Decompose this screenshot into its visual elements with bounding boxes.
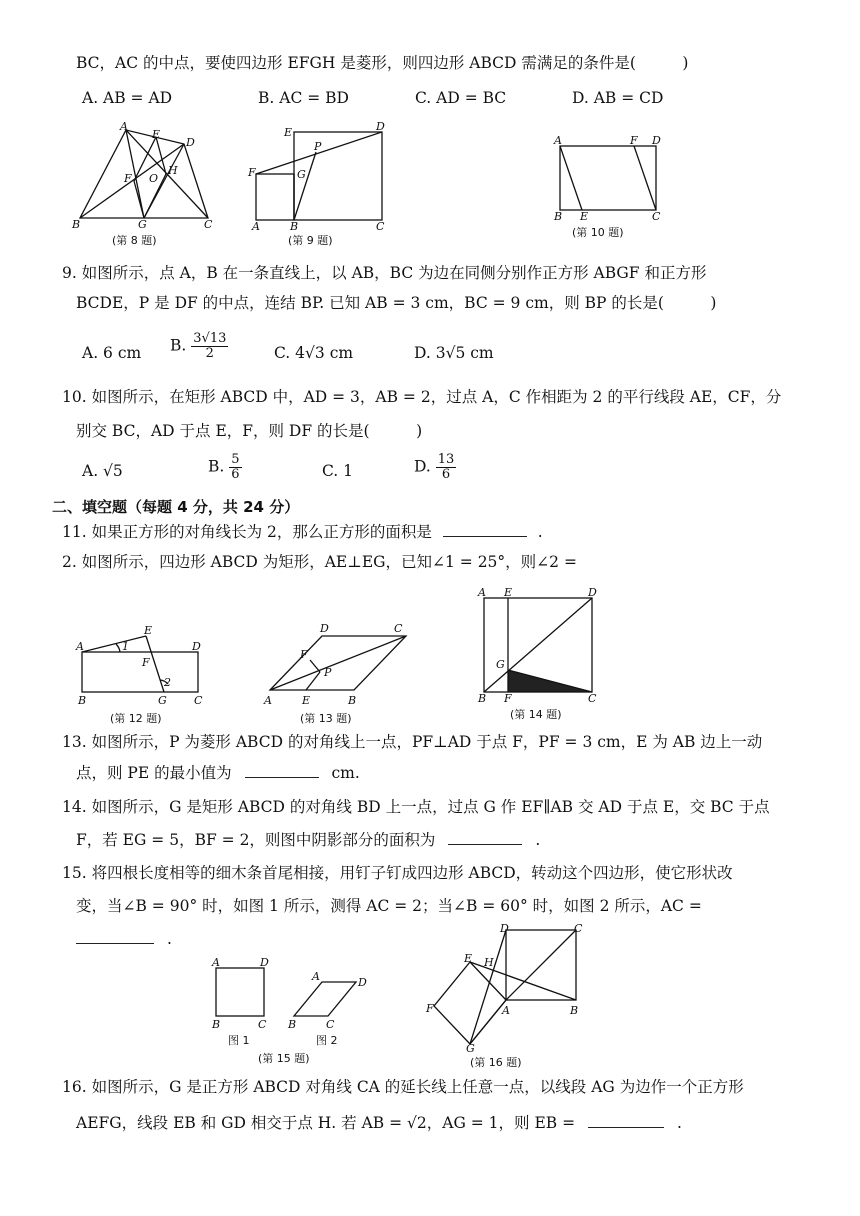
- label-c: C: [258, 1018, 267, 1031]
- label-p: P: [324, 666, 332, 679]
- q12-text: 2. 如图所示，四边形 ABCD 为矩形，AE⊥EG，已知∠1 = 25°，则∠2 =: [62, 553, 577, 571]
- q10-option-d: [414, 453, 456, 482]
- figure-1-label: 图 1: [228, 1034, 250, 1047]
- q8-option-c: C. AD = BC: [415, 89, 507, 107]
- label-f: F: [504, 692, 512, 704]
- label-c: C: [204, 218, 213, 231]
- q16-line2: [76, 1112, 682, 1134]
- q10-d-num: 13: [437, 452, 455, 467]
- label-b: B: [290, 220, 299, 232]
- figure-13: [258, 620, 418, 710]
- label-angle-2: 2: [164, 676, 171, 689]
- q10-option-d-fraction: [436, 453, 457, 482]
- label-f: F: [630, 134, 638, 147]
- label-a: A: [120, 122, 128, 133]
- label-c: C: [194, 694, 203, 707]
- q9-option-c: C. 4√3 cm: [274, 344, 354, 362]
- label-g: G: [297, 168, 306, 181]
- q10-b-den: 6: [231, 467, 240, 482]
- q8-option-b: B. AC = BD: [258, 89, 349, 107]
- label-a: A: [264, 694, 272, 707]
- figure-8: [70, 122, 220, 232]
- label-h: H: [484, 956, 494, 969]
- q11-text: 11. 如果正方形的对角线长为 2，那么正方形的面积是: [62, 523, 432, 541]
- label-o: O: [149, 172, 159, 185]
- label-c: C: [574, 922, 583, 935]
- q14-answer-blank[interactable]: [448, 830, 522, 845]
- q16-line2-pre: AEFG，线段 EB 和 GD 相交于点 H. 若 AB = √2，AG = 1，则 EB =: [76, 1114, 576, 1132]
- label-d: D: [186, 136, 195, 149]
- caption-9: (第 9 题): [288, 234, 333, 247]
- caption-13: (第 13 题): [300, 712, 352, 725]
- figure-14: [474, 586, 604, 704]
- label-e: E: [464, 952, 473, 965]
- q11-answer-blank[interactable]: [443, 522, 527, 537]
- q10-b-num: 5: [231, 452, 240, 467]
- q13-answer-blank[interactable]: [245, 763, 319, 778]
- label-d: D: [260, 956, 269, 969]
- figure-15: [206, 956, 386, 1032]
- q10-option-c: C. 1: [322, 462, 354, 480]
- label-d: D: [192, 640, 201, 653]
- figure-12: [72, 620, 212, 710]
- q10-d-den: 6: [441, 467, 451, 482]
- q9-line2: BCDE，P 是 DF 的中点，连结 BP. 已知 AB = 3 cm，BC = 9 cm，则 BP 的长是( ): [76, 294, 717, 312]
- section-heading: 二、填空题（每题 4 分，共 24 分）: [52, 498, 300, 516]
- q9-line1: 9. 如图所示，点 A，B 在一条直线上，以 AB，BC 为边在同侧分别作正方形 ABGF 和正方形: [62, 264, 707, 282]
- label-f: F: [142, 656, 150, 669]
- q10-line1: 10. 如图所示，在矩形 ABCD 中，AD = 3，AB = 2，过点 A，C 作相距为 2 的平行线段 AE，CF，分: [62, 388, 782, 406]
- label-e: E: [504, 586, 513, 599]
- label-a: A: [478, 586, 486, 599]
- q9-option-d: D. 3√5 cm: [414, 344, 494, 362]
- label-d: D: [588, 586, 597, 599]
- label-b2: B: [288, 1018, 297, 1031]
- caption-10: (第 10 题): [572, 226, 624, 239]
- caption-15: (第 15 题): [258, 1052, 310, 1065]
- label-b: B: [212, 1018, 221, 1031]
- q10-line2: 别交 BC，AD 于点 E，F，则 DF 的长是( ): [76, 422, 423, 440]
- label-f: F: [124, 172, 132, 185]
- label-d: D: [500, 922, 509, 935]
- figure-9: [246, 122, 396, 232]
- label-c: C: [652, 210, 661, 222]
- label-h: H: [168, 164, 178, 177]
- caption-8: (第 8 题): [112, 234, 157, 247]
- q16-answer-blank[interactable]: [588, 1113, 664, 1128]
- label-p: P: [314, 140, 322, 153]
- q10-option-b-fraction: [229, 453, 241, 482]
- label-a: A: [76, 640, 84, 653]
- label-c2: C: [326, 1018, 335, 1031]
- q8-option-a: A. AB = AD: [82, 89, 173, 107]
- label-e: E: [302, 694, 311, 707]
- q8-text: BC，AC 的中点，要使四边形 EFGH 是菱形，则四边形 ABCD 需满足的条件是( ): [76, 54, 689, 72]
- q9-option-b-prefix: B.: [170, 336, 187, 355]
- figure-16: [424, 920, 594, 1052]
- q15-answer-blank[interactable]: [76, 929, 154, 944]
- q11-end: .: [537, 523, 543, 541]
- q8-option-d: D. AB = CD: [572, 89, 664, 107]
- q14-line1: 14. 如图所示，G 是矩形 ABCD 的对角线 BD 上一点，过点 G 作 EF∥AB 交 AD 于点 E，交 BC 于点: [62, 798, 770, 816]
- label-a: A: [554, 134, 562, 147]
- label-g: G: [466, 1042, 475, 1052]
- label-g: G: [496, 658, 505, 671]
- label-e: E: [144, 624, 153, 637]
- label-angle-1: 1: [122, 640, 129, 653]
- q14-line2-pre: F，若 EG = 5，BF = 2，则图中阴影部分的面积为: [76, 831, 436, 849]
- label-d: D: [320, 622, 329, 635]
- label-e: E: [580, 210, 589, 222]
- label-d: D: [652, 134, 661, 147]
- label-g: G: [158, 694, 167, 707]
- q9-option-a: A. 6 cm: [82, 344, 142, 362]
- q15-line2: 变，当∠B = 90° 时，如图 1 所示，测得 AC = 2；当∠B = 60° 时，如图 2 所示，AC =: [76, 897, 702, 915]
- label-b: B: [78, 694, 87, 707]
- caption-16: (第 16 题): [470, 1056, 522, 1069]
- label-f: F: [426, 1002, 434, 1015]
- label-a: A: [502, 1004, 510, 1017]
- q9-b-den: 2: [205, 346, 214, 361]
- label-b: B: [72, 218, 81, 231]
- label-b: B: [554, 210, 563, 222]
- caption-14: (第 14 题): [510, 708, 562, 721]
- label-f: F: [248, 166, 256, 179]
- q16-line1: 16. 如图所示，G 是正方形 ABCD 对角线 CA 的延长线上任意一点，以线段 AG 为边作一个正方形: [62, 1078, 744, 1096]
- q15-line1: 15. 将四根长度相等的细木条首尾相接，用钉子钉成四边形 ABCD，转动这个四边形，使它形状改: [62, 864, 733, 882]
- label-b: B: [348, 694, 357, 707]
- label-a: A: [252, 220, 260, 232]
- q14-line2-post: .: [535, 831, 541, 849]
- label-c: C: [588, 692, 597, 704]
- label-a2: A: [312, 970, 320, 983]
- q10-option-b: [208, 453, 242, 482]
- q14-line2: [76, 829, 540, 851]
- q9-option-b: [170, 332, 228, 361]
- q13-line2: [76, 762, 360, 784]
- label-d: D: [376, 122, 385, 133]
- label-b: B: [570, 1004, 579, 1017]
- label-a: A: [212, 956, 220, 969]
- q16-line2-post: .: [676, 1114, 682, 1132]
- label-c: C: [394, 622, 403, 635]
- caption-12: (第 12 题): [110, 712, 162, 725]
- q13-line2-post: cm.: [331, 764, 360, 782]
- q11-line: [62, 521, 543, 543]
- label-f: F: [300, 648, 308, 661]
- q10-option-b-prefix: B.: [208, 457, 225, 476]
- figure-2-label: 图 2: [316, 1034, 338, 1047]
- q13-line2-pre: 点，则 PE 的最小值为: [76, 764, 232, 782]
- label-g: G: [138, 218, 147, 231]
- q15-line3: [76, 928, 172, 950]
- q13-line1: 13. 如图所示，P 为菱形 ABCD 的对角线上一点，PF⊥AD 于点 F，PF = 3 cm，E 为 AB 边上一动: [62, 733, 763, 751]
- q9-option-b-fraction: [191, 332, 228, 361]
- label-e: E: [284, 126, 293, 139]
- q15-line3-post: .: [166, 930, 172, 948]
- figure-10: [548, 132, 678, 222]
- q10-option-a: A. √5: [82, 462, 123, 480]
- q10-option-d-prefix: D.: [414, 457, 431, 476]
- q9-b-num: 3√13: [193, 331, 227, 346]
- label-c: C: [376, 220, 385, 232]
- label-b: B: [478, 692, 487, 704]
- label-e: E: [152, 128, 161, 141]
- label-d2: D: [358, 976, 367, 989]
